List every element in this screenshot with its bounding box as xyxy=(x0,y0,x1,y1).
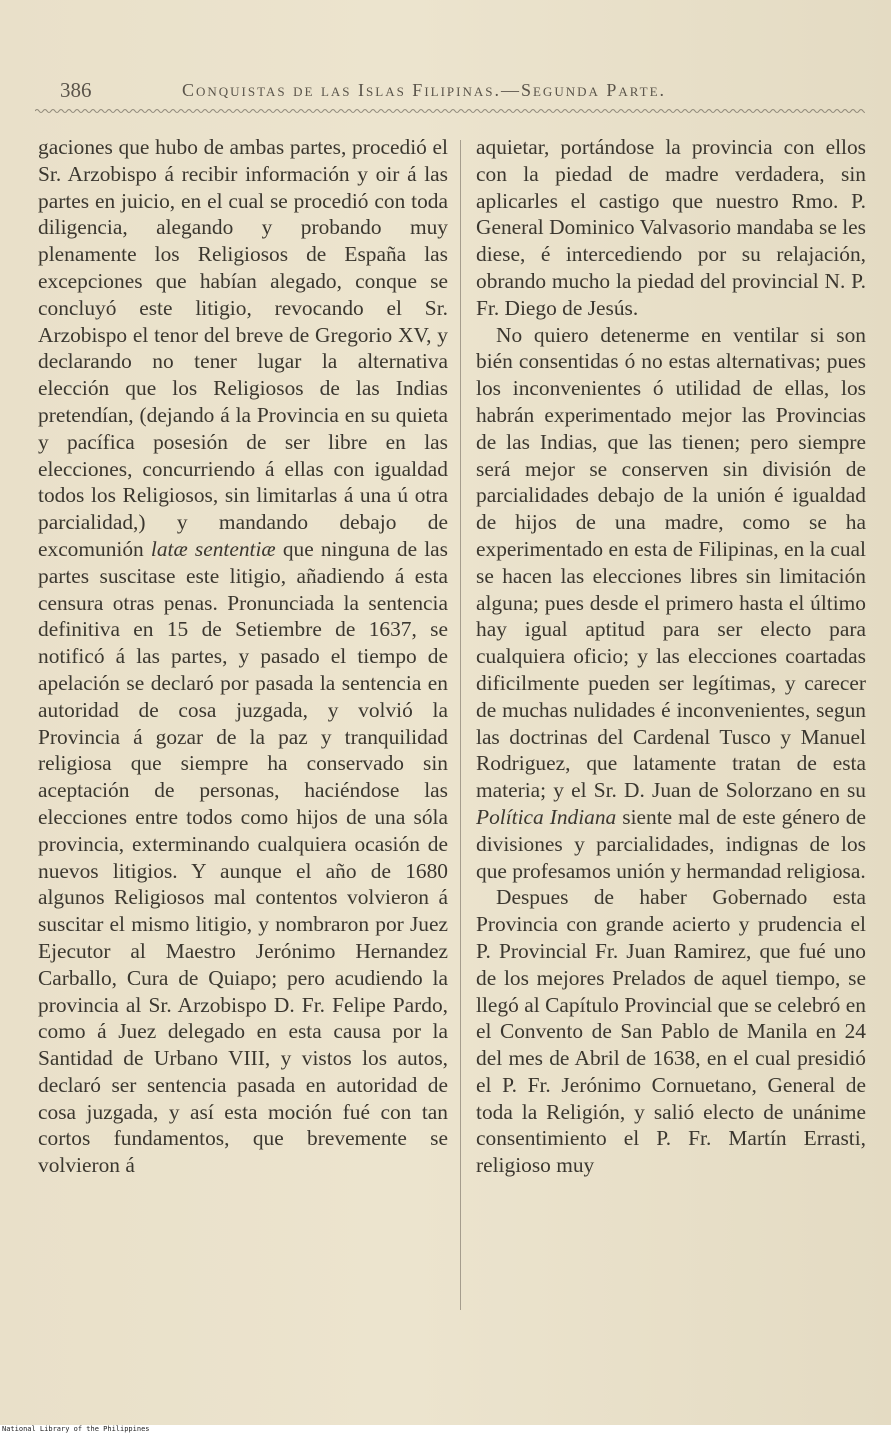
decorative-wavy-rule xyxy=(35,106,865,116)
page-header xyxy=(40,78,871,108)
left-p1-italic-latin: latæ sententiæ xyxy=(150,536,276,561)
running-title: Conquistas de las Islas Filipinas.—Segunda Parte. xyxy=(182,80,667,100)
right-p2-text-a: No quiero detenerme en ventilar si son bién consentidas ó no estas alternativas; pues los inconvenientes ó utilidad de ellas, los habrán experimentado mejor las Provincias de las Indias, que las tienen; pero siempre será mejor se conserven sin división de parcialidades debajo de la unión é igualdad de hijos de una madre, como se ha experimentado en esta de Filipinas, en la cual se hacen las elecciones libres sin limitación alguna; pues desde el primero hasta el último hay igual aptitud para ser electo para cualquiera oficio; y las elecciones coartadas dificilmente pueden ser legítimas, y carecer de muchas nulidades é inconvenientes, segun las doctrinas del Cardenal Tusco y Manuel Rodriguez, que latamente tratan de esta materia; y el Sr. D. Juan de Solorzano en su xyxy=(476,322,866,803)
column-divider xyxy=(460,140,461,1310)
right-text-column xyxy=(476,134,866,1179)
page-number: 386 xyxy=(60,78,92,102)
left-text-column xyxy=(38,134,448,1179)
right-paragraph-1: aquietar, portándose la provincia con ellos con la piedad de madre verdadera, sin aplicarles el castigo que nuestro Rmo. P. General Dominico Valvasorio mandaba se les diese, é intercediendo por su relajación, obrando mucho la piedad del provincial N. P. Fr. Diego de Jesús. xyxy=(476,135,866,320)
left-p1-text-b: que ninguna de las partes suscitase este litigio, añadiendo á esta censura otras penas. Pronunciada la sentencia definitiva en 15 de Setiembre de 1637, se notificó á las partes, y pasado el tiempo de apelación se declaró por pasada la sentencia en autoridad de cosa juzgada, y volvió la Provincia á gozar de la paz y tranquilidad religiosa que siempre ha conservado sin aceptación de personas, haciéndose las elecciones entre todos como hijos de una sóla provincia, exterminando cualquiera ocasión de nuevos litigios. Y aunque el año de 1680 algunos Religiosos mal contentos volvieron á suscitar el mismo litigio, y nombraron por Juez Ejecutor al Maestro Jerónimo Hernandez Carballo, Cura de Quiapo; pero acudiendo la provincia al Sr. Arzobispo D. Fr. Felipe Pardo, como á Juez delegado en esta causa por la Santidad de Urbano VIII, y vistos los autos, declaró ser sentencia pasada en autoridad de cosa juzgada, y así esta moción fué con tan cortos fundamentos, que brevemente se volvieron á xyxy=(38,536,448,1178)
left-paragraph-1 xyxy=(38,134,448,1179)
right-paragraph-2 xyxy=(476,322,866,885)
right-paragraph-3: Despues de haber Gobernado esta Provincia con grande acierto y prudencia el P. Provincial Fr. Juan Ramirez, que fué uno de los mejores Prelados de aquel tiempo, se llegó al Capítulo Provincial que se celebró en el Convento de San Pablo de Manila en 24 del mes de Abril de 1638, en el cual presidió el P. Fr. Jerónimo Cornuetano, General de toda la Religión, y salió electo de unánime consentimiento el P. Fr. Martín Errasti, religioso muy xyxy=(476,885,866,1178)
right-p2-text-b: siente mal de este género de divisiones y parcialidades, indignas de los que profesamos unión y hermandad religiosa. xyxy=(476,804,866,883)
library-credit: National Library of the Philippines xyxy=(2,1425,150,1433)
right-p2-italic-title: Política Indiana xyxy=(476,804,617,829)
left-p1-text-a: gaciones que hubo de ambas partes, procedió el Sr. Arzobispo á recibir información y oir á las partes en juicio, en el cual se procedió con toda diligencia, alegando y probando muy plenamente los Religiosos de España las excepciones que habían alegado, conque se concluyó este litigio, revocando el Sr. Arzobispo el tenor del breve de Gregorio XV, y declarando no tener lugar la alternativa elección que los Religiosos de las Indias pretendían, (dejando á la Provincia en su quieta y pacífica posesión de ser libre en las elecciones, concurriendo á ellas con igualdad todos los Religiosos, sin limitarlas á una ú otra parcialidad,) y mandando debajo de excomunión xyxy=(38,135,448,561)
